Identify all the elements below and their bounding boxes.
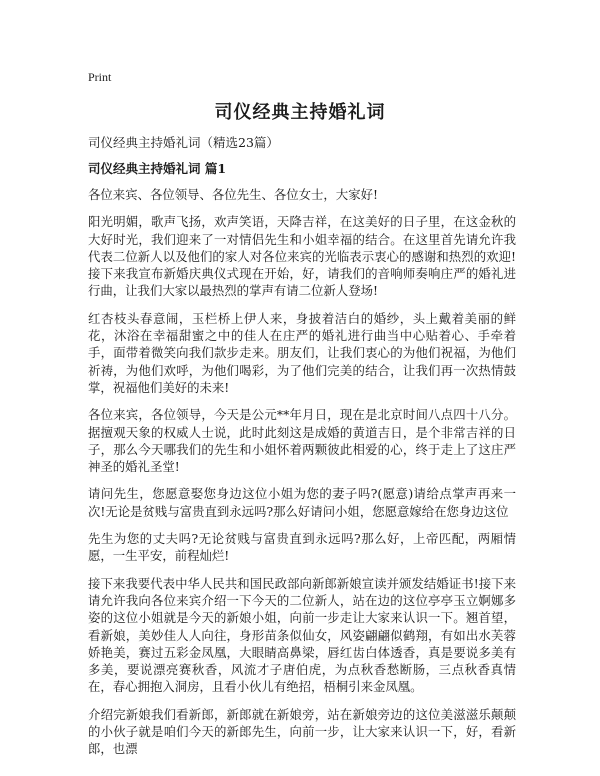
document-body: [88, 186, 516, 768]
page-title: 司仪经典主持婚礼词: [214, 102, 386, 123]
paragraph: 阳光明媚，歌声飞扬，欢声笑语，天降吉祥，在这美好的日子里，在这金秋的大好时光，我们迎来了一对情侣先生和小姐幸福的结合。在这里首先请允许我代表二位新人以及他们的家人对各位来宾的光临表示衷心的感谢和热烈的欢迎!接下来我宣布新婚庆典仪式现在开始，好，请我们的音响师奏响庄严的婚礼进行曲，让我们大家以最热烈的掌声有请二位新人登场!: [88, 214, 516, 299]
paragraph: 各位来宾、各位领导、各位先生、各位女士，大家好!: [88, 187, 378, 202]
paragraph: 请问先生，您愿意娶您身边这位小姐为您的妻子吗?(愿意)请给点掌声再来一次!无论是贫贱与富贵直到永远吗?那么好请问小姐，您愿意嫁给在您身边这位: [88, 486, 516, 519]
paragraph: 接下来我要代表中华人民共和国民政部向新郎新娘宣读并颁发结婚证书!接下来请允许我向各位来宾介绍一下今天的二位新人，站在边的这位亭亭玉立婀娜多姿的这位小姐就是今天的新娘小姐，向前一步走让大家来认识一下。翘首望，看新娘，美妙佳人人向往，身形苗条似仙女，风姿翩翩似鹤翔，有如出水芙蓉娇艳美，赛过五彩金凤凰，大眼睛高鼻梁，唇红齿白体透香，真是要说多美有多美，要说漂亮赛秋香，风流才子唐伯虎，为点秋香愁断肠，三点秋香真情在，春心拥抱入洞房，且看小伙儿有绝招，梧桐引来金凤凰。: [88, 575, 516, 695]
paragraph: 各位来宾，各位领导，今天是公元**年月日，现在是北京时间八点四十八分。据擅观天象的权威人士说，此时此刻这是成婚的黄道吉日，是个非常吉祥的日子，那么今天哪我们的先生和小姐怀着两颗彼此相爱的心，终于走上了这庄严神圣的婚礼圣堂!: [88, 407, 516, 475]
document-subtitle: 司仪经典主持婚礼词（精选23篇）: [88, 135, 279, 150]
paragraph: 先生为您的丈夫吗?无论贫贱与富贵直到永远吗?那么好，上帝匹配，两厢情愿，一生平安，前程灿烂!: [88, 531, 516, 564]
section-heading: 司仪经典主持婚礼词 篇1: [88, 161, 227, 176]
print-link[interactable]: Print: [88, 70, 112, 84]
paragraph: 介绍完新娘我们看新郎，新郎就在新娘旁，站在新娘旁边的这位美滋滋乐颠颠的小伙子就是咱们今天的新郎先生，向前一步，让大家来认识一下，好，看新郎，也漂: [88, 706, 516, 757]
paragraph: 红杏枝头春意闹，玉栏桥上伊人来，身披着洁白的婚纱，头上戴着美丽的鲜花，沐浴在幸福甜蜜之中的佳人在庄严的婚礼进行曲当中心贴着心、手牵着手，面带着微笑向我们款步走来。朋友们，让我们衷心的为他们祝福，为他们祈祷，为他们欢呼，为他们喝彩，为了他们完美的结合，让我们再一次热情鼓掌，祝福他们美好的未来!: [88, 310, 516, 395]
